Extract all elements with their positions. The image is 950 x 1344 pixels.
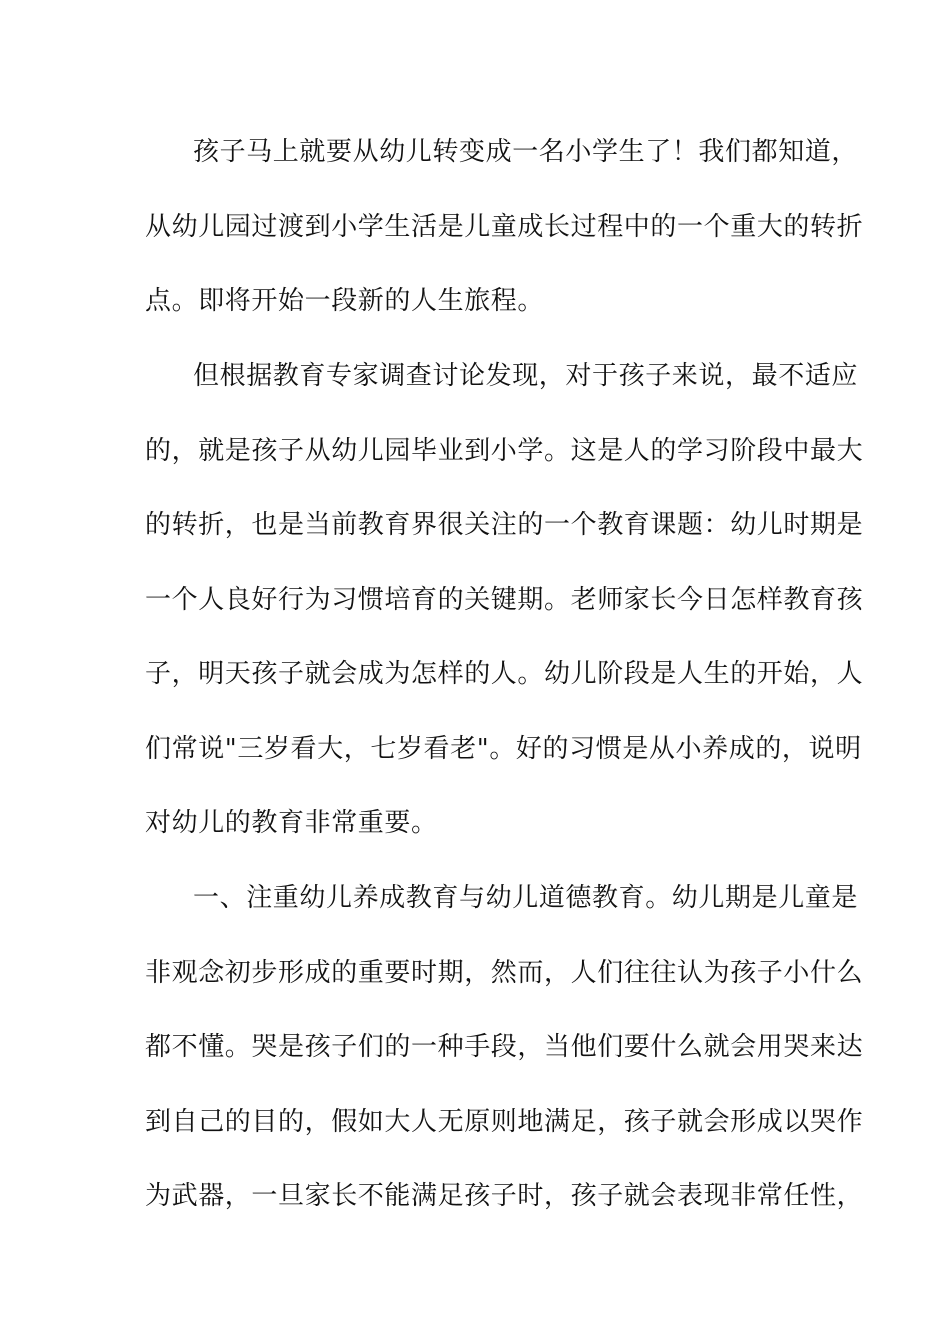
paragraph-3-line-4: 到自己的目的，假如大人无原则地满足，孩子就会形成以哭作 [145, 1107, 864, 1137]
paragraph-2-line-7: 对幼儿的教育非常重要。 [145, 808, 438, 838]
paragraph-3-line-1: 一、注重幼儿养成教育与幼儿道德教育。幼儿期是儿童是 [193, 883, 859, 913]
paragraph-2-line-1: 但根据教育专家调查讨论发现，对于孩子来说，最不适应 [193, 361, 859, 391]
paragraph-1-line-2: 从幼儿园过渡到小学生活是儿童成长过程中的一个重大的转折 [145, 212, 864, 242]
paragraph-3-line-3: 都不懂。哭是孩子们的一种手段，当他们要什么就会用哭来达 [145, 1032, 864, 1062]
paragraph-1-line-3: 点。即将开始一段新的人生旅程。 [145, 286, 545, 316]
paragraph-1-line-1: 孩子马上就要从幼儿转变成一名小学生了！我们都知道， [193, 137, 859, 167]
paragraph-2-line-3: 的转折，也是当前教育界很关注的一个教育课题：幼儿时期是 [145, 510, 864, 540]
paragraph-3-line-5: 为武器，一旦家长不能满足孩子时，孩子就会表现非常任性， [145, 1181, 864, 1211]
paragraph-2-line-2: 的，就是孩子从幼儿园毕业到小学。这是人的学习阶段中最大 [145, 436, 864, 466]
paragraph-2-line-6: 们常说"三岁看大，七岁看老"。好的习惯是从小养成的，说明 [145, 734, 862, 764]
paragraph-2-line-4: 一个人良好行为习惯培育的关键期。老师家长今日怎样教育孩 [145, 585, 864, 615]
paragraph-2-line-5: 子，明天孩子就会成为怎样的人。幼儿阶段是人生的开始，人 [145, 659, 864, 689]
paragraph-3-line-2: 非观念初步形成的重要时期，然而，人们往往认为孩子小什么 [145, 958, 864, 988]
